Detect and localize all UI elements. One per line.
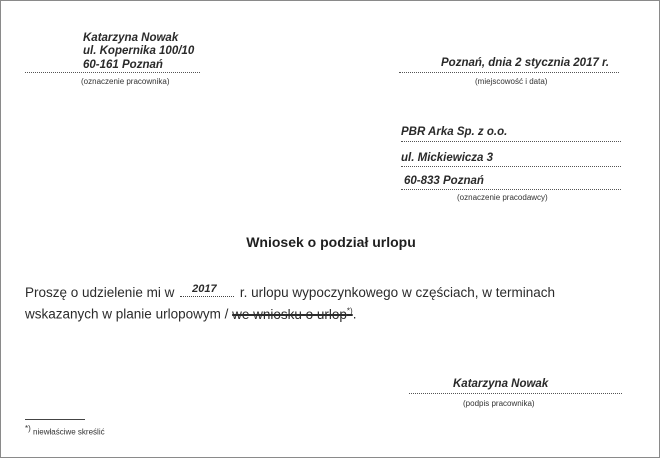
employer-city: 60-833 Poznań: [404, 175, 484, 187]
employer-name-dotted-line: [401, 141, 621, 142]
footnote-rule: [25, 419, 85, 420]
body-text-after-year: r. urlopu wypoczynkowego w częściach, w terminach: [239, 285, 555, 300]
document-title: Wniosek o podział urlopu: [246, 234, 416, 250]
employer-name: PBR Arka Sp. z o.o.: [401, 126, 508, 138]
place-date-dotted-line: [399, 72, 619, 73]
employee-caption: (oznaczenie pracownika): [81, 77, 170, 86]
year-value: 2017: [192, 283, 217, 295]
employer-street-dotted-line: [401, 166, 621, 167]
footnote-text: niewłaściwe skreślić: [33, 427, 105, 437]
body-line-1: [25, 284, 555, 300]
body-text-start: Proszę o udzielenie mi w: [25, 285, 175, 300]
footnote: [25, 424, 105, 437]
signature-caption: (podpis pracownika): [463, 399, 535, 408]
employer-city-dotted-line: [401, 189, 621, 190]
employee-name: Katarzyna Nowak: [83, 32, 179, 44]
employer-street: ul. Mickiewicza 3: [401, 152, 494, 164]
signature-name: Katarzyna Nowak: [453, 378, 549, 390]
employer-caption: (oznaczenie pracodawcy): [457, 193, 548, 202]
place-date-caption: (miejscowość i data): [475, 77, 548, 86]
struck-alternative: we wniosku o urlop*): [232, 306, 353, 322]
signature-dotted-line: [409, 393, 622, 394]
employee-dotted-line: [25, 72, 200, 73]
place-date: Poznań, dnia 2 stycznia 2017 r.: [441, 57, 610, 69]
employee-street: ul. Kopernika 100/10: [83, 45, 195, 57]
year-field: [180, 284, 234, 297]
employee-city: 60-161 Poznań: [83, 59, 163, 71]
body-line-2: [25, 306, 356, 322]
body-text-line2: wskazanych w planie urlopowym /: [25, 306, 229, 322]
sentence-end: .: [352, 306, 357, 322]
footnote-marker: *): [25, 424, 31, 433]
